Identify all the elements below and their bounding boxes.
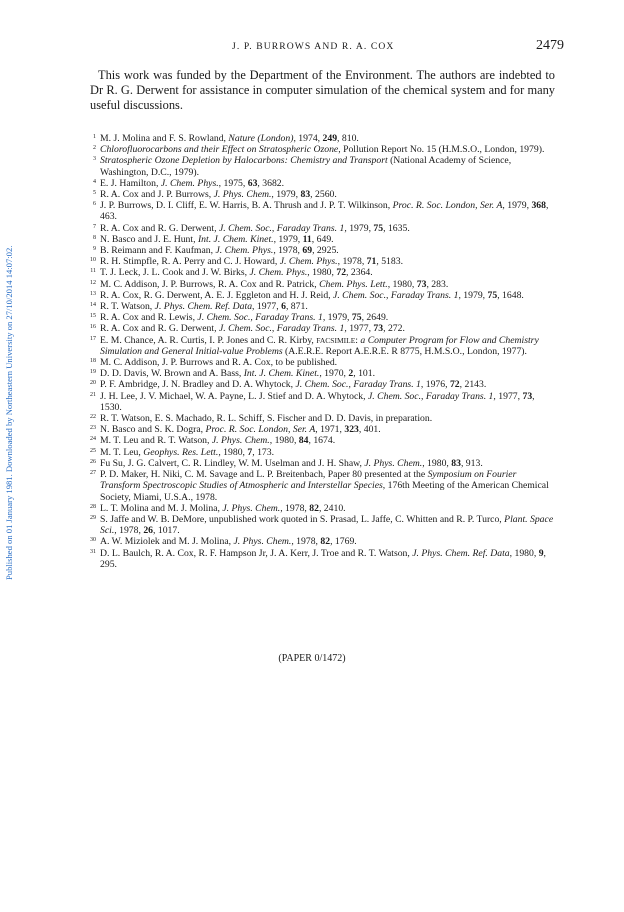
reference-number: 9 xyxy=(93,246,96,253)
reference-number: 31 xyxy=(90,548,96,555)
reference-number: 14 xyxy=(90,302,96,309)
reference-text: S. Jaffe and W. B. DeMore, unpublished work quoted in S. Prasad, L. Jaffe, C. Whitten and R. P. Turco, Plant. Space Sci., 1978, 26, 1017. xyxy=(100,513,554,537)
reference-text: R. H. Stimpfle, R. A. Perry and C. J. Howard, J. Chem. Phys., 1978, 71, 5183. xyxy=(100,256,403,268)
page-header xyxy=(0,38,624,57)
reference-text: R. T. Watson, E. S. Machado, R. L. Schiff, S. Fischer and D. D. Davis, in preparation. xyxy=(100,413,433,425)
reference-number: 23 xyxy=(90,425,96,432)
reference-number: 7 xyxy=(93,223,96,230)
reference-number: 18 xyxy=(90,358,96,365)
reference-text: R. T. Watson, J. Phys. Chem. Ref. Data, 1977, 6, 871. xyxy=(100,301,308,313)
reference-number: 20 xyxy=(90,380,96,387)
reference-item xyxy=(90,245,555,256)
reference-item xyxy=(90,267,555,278)
reference-item xyxy=(90,144,555,155)
reference-item xyxy=(90,133,555,144)
acknowledgement-section xyxy=(90,68,555,113)
reference-number: 8 xyxy=(93,234,96,241)
reference-text: D. D. Davis, W. Brown and A. Bass, Int. J. Chem. Kinet., 1970, 2, 101. xyxy=(100,368,376,380)
reference-text: L. T. Molina and M. J. Molina, J. Phys. Chem., 1978, 82, 2410. xyxy=(100,502,346,514)
running-head: J. P. BURROWS AND R. A. COX xyxy=(232,41,395,52)
reference-item xyxy=(90,155,555,177)
reference-item xyxy=(90,189,555,200)
reference-text: E. J. Hamilton, J. Chem. Phys., 1975, 63, 3682. xyxy=(100,177,285,189)
reference-item xyxy=(90,379,555,390)
reference-number: 26 xyxy=(90,458,96,465)
reference-number: 11 xyxy=(90,268,96,275)
download-watermark-text: Published on 01 January 1981. Downloaded by Northeastern University on 27/10/2014 14:07:02. xyxy=(4,245,14,580)
reference-item xyxy=(90,514,555,536)
reference-item xyxy=(90,323,555,334)
reference-number: 21 xyxy=(90,391,96,398)
reference-number: 12 xyxy=(90,279,96,286)
reference-text: P. D. Maker, H. Niki, C. M. Savage and L. P. Breitenbach, Paper 80 presented at the Symposium on Fourier Transform Spectroscopic Studies of Atmospheric and Interstellar Species, 176th Meeting of the American Chemical Society, Miami, U.S.A., 1978. xyxy=(100,469,549,503)
reference-item xyxy=(90,223,555,234)
reference-item xyxy=(90,368,555,379)
reference-item xyxy=(90,536,555,547)
reference-item xyxy=(90,178,555,189)
reference-item xyxy=(90,424,555,435)
reference-text: R. A. Cox and J. P. Burrows, J. Phys. Chem., 1979, 83, 2560. xyxy=(100,189,337,201)
reference-item xyxy=(90,312,555,323)
reference-number: 28 xyxy=(90,503,96,510)
reference-number: 10 xyxy=(90,257,96,264)
reference-text: R. A. Cox and R. Lewis, J. Chem. Soc., Faraday Trans. 1, 1979, 75, 2649. xyxy=(100,312,389,324)
reference-text: B. Reimann and F. Kaufman, J. Chem. Phys., 1978, 69, 2925. xyxy=(100,245,339,257)
reference-text: M. J. Molina and F. S. Rowland, Nature (London), 1974, 249, 810. xyxy=(100,133,359,144)
reference-text: J. P. Burrows, D. I. Cliff, E. W. Harris, B. A. Thrush and J. P. T. Wilkinson, Proc. R. Soc. London, Ser. A, 1979, 368, 463. xyxy=(100,200,549,223)
reference-number: 3 xyxy=(93,156,96,163)
download-watermark xyxy=(4,140,14,580)
reference-number: 6 xyxy=(93,201,96,208)
reference-text: M. T. Leu, Geophys. Res. Lett., 1980, 7, 173. xyxy=(100,446,275,458)
reference-text: R. A. Cox and R. G. Derwent, J. Chem. Soc., Faraday Trans. 1, 1977, 73, 272. xyxy=(100,323,405,335)
reference-item xyxy=(90,335,555,357)
reference-number: 16 xyxy=(90,324,96,331)
reference-item xyxy=(90,447,555,458)
reference-number: 25 xyxy=(90,447,96,454)
reference-number: 17 xyxy=(90,335,96,342)
reference-number: 2 xyxy=(93,145,96,152)
reference-number: 1 xyxy=(93,134,96,140)
reference-number: 4 xyxy=(93,178,96,185)
reference-text: J. H. Lee, J. V. Michael, W. A. Payne, L. J. Stief and D. A. Whytock, J. Chem. Soc., Faraday Trans. 1, 1977, 73, 1530. xyxy=(100,390,535,413)
reference-number: 15 xyxy=(90,313,96,320)
reference-item xyxy=(90,458,555,469)
reference-text: A. W. Miziolek and M. J. Molina, J. Phys. Chem., 1978, 82, 1769. xyxy=(100,536,357,548)
reference-text: E. M. Chance, A. R. Curtis, I. P. Jones and C. R. Kirby, FACSIMILE: a Computer Program for Flow and Chemistry Simulation and General Initial-value Problems (A.E.R.E. Report A.E.R.E. R 8775, H.M.S.O., London, 1977). xyxy=(100,334,539,357)
reference-item xyxy=(90,301,555,312)
paper-id: (PAPER 0/1472) xyxy=(278,653,346,664)
reference-item xyxy=(90,503,555,514)
reference-list xyxy=(90,133,555,570)
reference-number: 30 xyxy=(90,537,96,544)
reference-item xyxy=(90,413,555,424)
reference-item xyxy=(90,469,555,503)
reference-text: T. J. Leck, J. L. Cook and J. W. Birks, J. Chem. Phys., 1980, 72, 2364. xyxy=(100,267,373,279)
reference-text: N. Basco and J. E. Hunt, Int. J. Chem. Kinet., 1979, 11, 649. xyxy=(100,233,334,245)
reference-text: R. A. Cox and R. G. Derwent, J. Chem. Soc., Faraday Trans. 1, 1979, 75, 1635. xyxy=(100,222,410,234)
reference-item xyxy=(90,256,555,267)
reference-number: 5 xyxy=(93,190,96,197)
reference-item xyxy=(90,290,555,301)
page-number: 2479 xyxy=(536,38,564,53)
reference-item xyxy=(90,435,555,446)
reference-text: Chlorofluorocarbons and their Effect on Stratospheric Ozone, Pollution Report No. 15 (H.M.S.O., London, 1979). xyxy=(100,144,545,156)
reference-number: 22 xyxy=(90,414,96,421)
reference-text: Stratospheric Ozone Depletion by Halocarbons: Chemistry and Transport (National Academy of Science, Washington, D.C., 1979). xyxy=(100,155,512,178)
reference-number: 13 xyxy=(90,290,96,297)
reference-text: M. C. Addison, J. P. Burrows and R. A. Cox, to be published. xyxy=(100,357,338,369)
reference-number: 24 xyxy=(90,436,96,443)
reference-item xyxy=(90,357,555,368)
reference-text: P. F. Ambridge, J. N. Bradley and D. A. Whytock, J. Chem. Soc., Faraday Trans. 1, 1976, 72, 2143. xyxy=(100,379,487,391)
reference-number: 19 xyxy=(90,369,96,376)
reference-text: R. A. Cox, R. G. Derwent, A. E. J. Eggleton and H. J. Reid, J. Chem. Soc., Faraday Trans. 1, 1979, 75, 1648. xyxy=(100,289,524,301)
reference-number: 29 xyxy=(90,514,96,521)
reference-item xyxy=(90,234,555,245)
reference-text: M. C. Addison, J. P. Burrows, R. A. Cox and R. Patrick, Chem. Phys. Lett., 1980, 73, 283. xyxy=(100,278,449,290)
reference-item xyxy=(90,200,555,222)
acknowledgement-text: This work was funded by the Department of the Environment. The authors are indebted to Dr R. G. Derwent for assistance in computer simulation of the chemical system and for many useful discussions. xyxy=(90,68,555,112)
reference-item xyxy=(90,548,555,570)
reference-text: N. Basco and S. K. Dogra, Proc. R. Soc. London, Ser. A, 1971, 323, 401. xyxy=(100,424,381,436)
reference-number: 27 xyxy=(90,470,96,477)
reference-text: D. L. Baulch, R. A. Cox, R. F. Hampson Jr, J. A. Kerr, J. Troe and R. T. Watson, J. Phys. Chem. Ref. Data, 1980, 9, 295. xyxy=(100,547,546,570)
reference-text: Fu Su, J. G. Calvert, C. R. Lindley, W. M. Uselman and J. H. Shaw, J. Phys. Chem., 1980, 83, 913. xyxy=(100,457,483,469)
reference-text: M. T. Leu and R. T. Watson, J. Phys. Chem., 1980, 84, 1674. xyxy=(100,435,336,447)
reference-item xyxy=(90,279,555,290)
reference-item xyxy=(90,391,555,413)
